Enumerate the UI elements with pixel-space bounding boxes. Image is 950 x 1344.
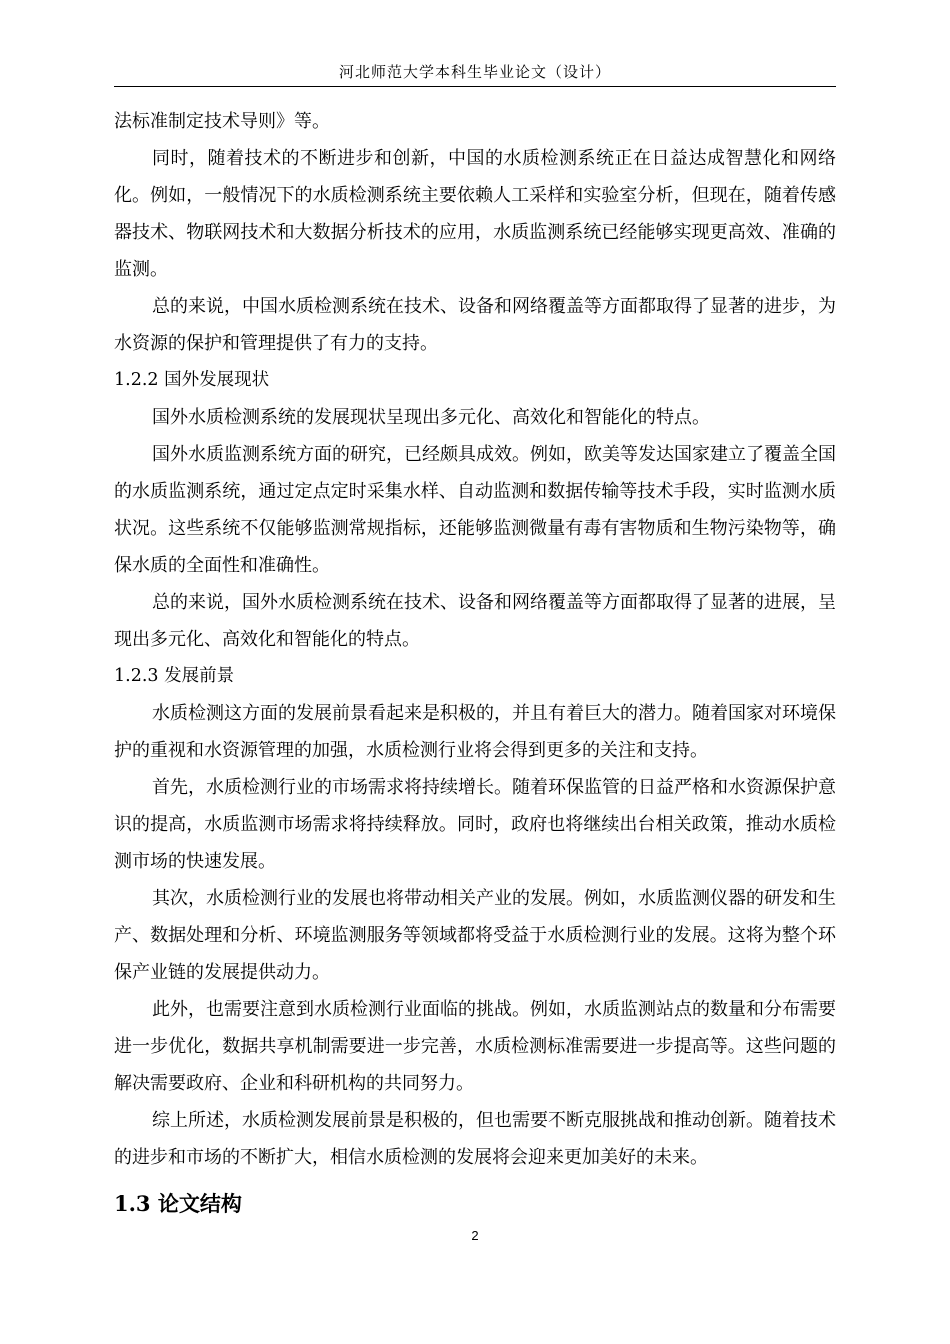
paragraph-continuation: 法标准制定技术导则》等。 (114, 111, 330, 132)
page-number: 2 (471, 1228, 479, 1243)
paragraph-conclusion: 综上所述，水质检测发展前景是积极的，但也需要不断克服挑战和推动创新。随着技术的进步和市场的不断扩大，相信水质检测的发展将会迎来更加美好的未来。 (114, 1110, 836, 1168)
paragraph-related-industries: 其次，水质检测行业的发展也将带动相关产业的发展。例如，水质监测仪器的研发和生产、数据处理和分析、环境监测服务等领域都将受益于水质检测行业的发展。这将为整个环保产业链的发展提供动力。 (114, 888, 836, 983)
paragraph-foreign-overview: 国外水质检测系统的发展现状呈现出多元化、高效化和智能化的特点。 (152, 407, 710, 428)
paragraph-prospects-intro: 水质检测这方面的发展前景看起来是积极的，并且有着巨大的潜力。随着国家对环境保护的重视和水资源管理的加强，水质检测行业将会得到更多的关注和支持。 (114, 703, 836, 761)
body-content (114, 103, 836, 1224)
header-rule (114, 86, 836, 87)
heading-1-2-3: 1.2.3 发展前景 (114, 666, 235, 686)
paragraph-challenges: 此外，也需要注意到水质检测行业面临的挑战。例如，水质监测站点的数量和分布需要进一步优化，数据共享机制需要进一步完善，水质检测标准需要进一步提高等。这些问题的解决需要政府、企业和科研机构的共同努力。 (114, 999, 836, 1094)
paragraph-foreign-research: 国外水质监测系统方面的研究，已经颇具成效。例如，欧美等发达国家建立了覆盖全国的水质监测系统，通过定点定时采集水样、自动监测和数据传输等技术手段，实时监测水质状况。这些系统不仅能够监测常规指标，还能够监测微量有毒有害物质和生物污染物等，确保水质的全面性和准确性。 (114, 444, 836, 576)
paragraph-intelligent-networking: 同时，随着技术的不断进步和创新，中国的水质检测系统正在日益达成智慧化和网络化。例如，一般情况下的水质检测系统主要依赖人工采样和实验室分析，但现在，随着传感器技术、物联网技术和大数据分析技术的应用，水质监测系统已经能够实现更高效、准确的监测。 (114, 148, 836, 280)
paragraph-foreign-summary: 总的来说，国外水质检测系统在技术、设备和网络覆盖等方面都取得了显著的进展，呈现出多元化、高效化和智能化的特点。 (114, 592, 836, 650)
heading-1-2-2: 1.2.2 国外发展现状 (114, 370, 270, 390)
page-header: 河北师范大学本科生毕业论文（设计） (338, 63, 611, 81)
paragraph-market-demand: 首先，水质检测行业的市场需求将持续增长。随着环保监管的日益严格和水资源保护意识的提高，水质监测市场需求将持续释放。同时，政府也将继续出台相关政策，推动水质检测市场的快速发展。 (114, 777, 836, 872)
paragraph-domestic-summary: 总的来说，中国水质检测系统在技术、设备和网络覆盖等方面都取得了显著的进步，为水资源的保护和管理提供了有力的支持。 (114, 296, 836, 354)
heading-1-3: 1.3 论文结构 (114, 1191, 242, 1216)
